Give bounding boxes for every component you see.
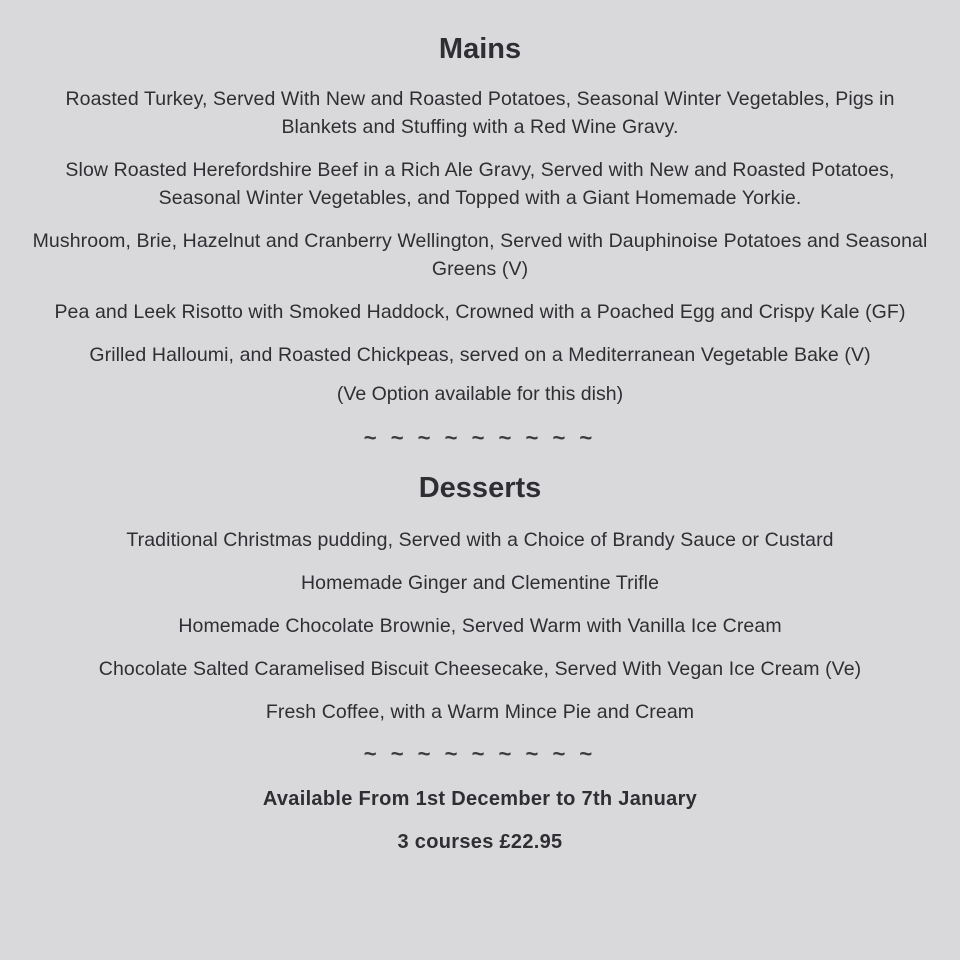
dessert-item: Homemade Chocolate Brownie, Served Warm with Vanilla Ice Cream bbox=[178, 615, 782, 637]
desserts-title: Desserts bbox=[418, 472, 542, 504]
vegan-option-note: (Ve Option available for this dish) bbox=[336, 383, 624, 405]
mains-item: Slow Roasted Herefordshire Beef in a Rich Ale Gravy, Served with New and Roasted Potatoes, Seasonal Winter Vegetables, and Topped with a Giant Homemade Yorkie. bbox=[65, 159, 895, 209]
mains-item: Mushroom, Brie, Hazelnut and Cranberry Wellington, Served with Dauphinoise Potatoes and Seasonal Greens (V) bbox=[32, 230, 928, 280]
mains-item: Pea and Leek Risotto with Smoked Haddock, Crowned with a Poached Egg and Crispy Kale (GF) bbox=[54, 301, 906, 323]
mains-item: Grilled Halloumi, and Roasted Chickpeas, served on a Mediterranean Vegetable Bake (V) bbox=[89, 344, 871, 366]
dessert-item: Chocolate Salted Caramelised Biscuit Cheesecake, Served With Vegan Ice Cream (Ve) bbox=[98, 658, 862, 680]
desserts-section bbox=[22, 472, 938, 726]
dessert-item: Homemade Ginger and Clementine Trifle bbox=[300, 572, 660, 594]
section-divider: ~ ~ ~ ~ ~ ~ ~ ~ ~ bbox=[363, 425, 597, 450]
mains-item: Roasted Turkey, Served With New and Roasted Potatoes, Seasonal Winter Vegetables, Pigs in Blankets and Stuffing with a Red Wine Gravy. bbox=[65, 88, 895, 138]
section-divider: ~ ~ ~ ~ ~ ~ ~ ~ ~ bbox=[363, 741, 597, 766]
dessert-item: Fresh Coffee, with a Warm Mince Pie and Cream bbox=[265, 701, 695, 723]
mains-title: Mains bbox=[438, 33, 522, 65]
availability-dates: Available From 1st December to 7th January bbox=[262, 788, 698, 810]
mains-section bbox=[22, 0, 938, 408]
menu-price: 3 courses £22.95 bbox=[397, 831, 563, 853]
dessert-item: Traditional Christmas pudding, Served with a Choice of Brandy Sauce or Custard bbox=[126, 529, 834, 551]
